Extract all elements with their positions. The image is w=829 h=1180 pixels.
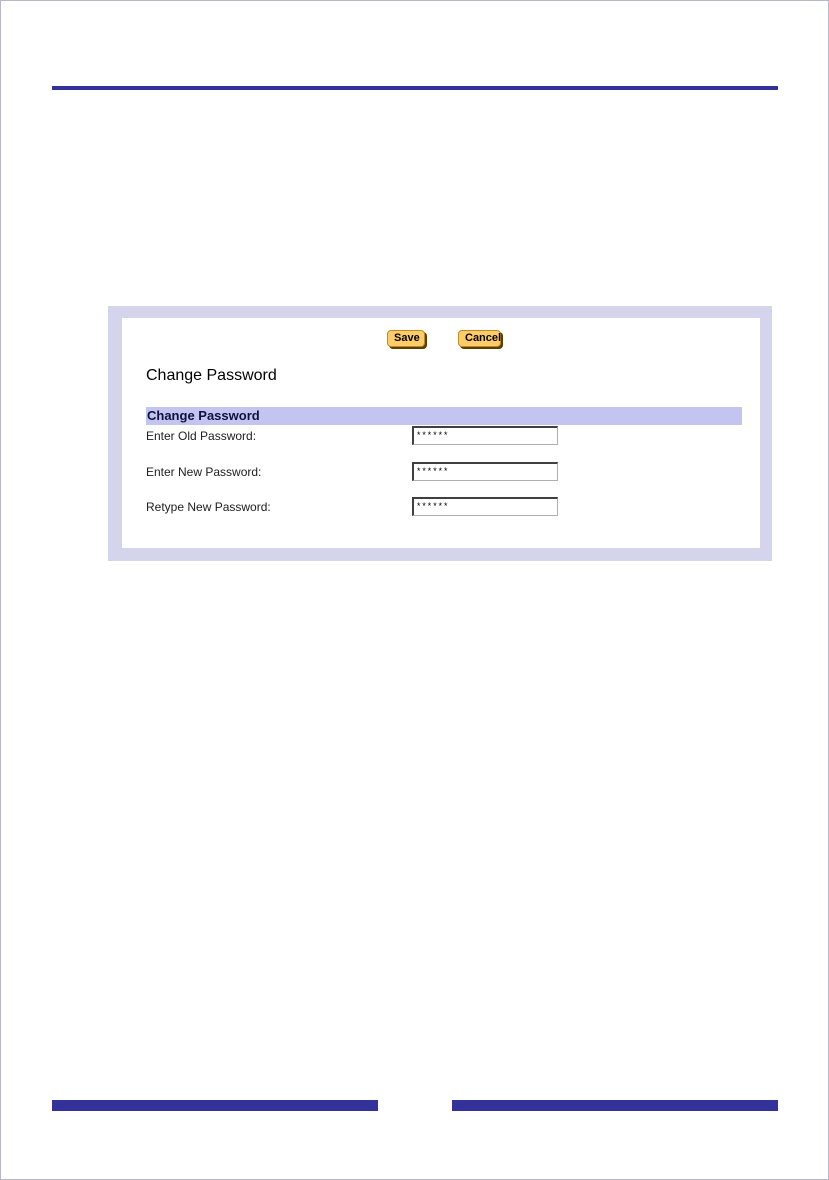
- footer-rule-left: [52, 1100, 378, 1111]
- section-header: Change Password: [146, 407, 742, 425]
- save-button[interactable]: Save: [387, 330, 425, 347]
- header-rule: [52, 86, 778, 90]
- retype-password-field[interactable]: [412, 497, 558, 516]
- old-password-row: [146, 426, 566, 446]
- new-password-field[interactable]: [412, 462, 558, 481]
- retype-password-row: [146, 497, 566, 517]
- old-password-label: Enter Old Password:: [146, 429, 257, 443]
- retype-password-label: Retype New Password:: [146, 500, 271, 514]
- change-password-frame: [108, 306, 772, 561]
- cancel-button[interactable]: Cancel: [458, 330, 501, 347]
- change-password-panel: [122, 318, 760, 548]
- footer-rule-right: [452, 1100, 778, 1111]
- page-title: Change Password: [146, 367, 277, 384]
- new-password-label: Enter New Password:: [146, 465, 262, 479]
- new-password-row: [146, 462, 566, 482]
- old-password-field[interactable]: [412, 426, 558, 445]
